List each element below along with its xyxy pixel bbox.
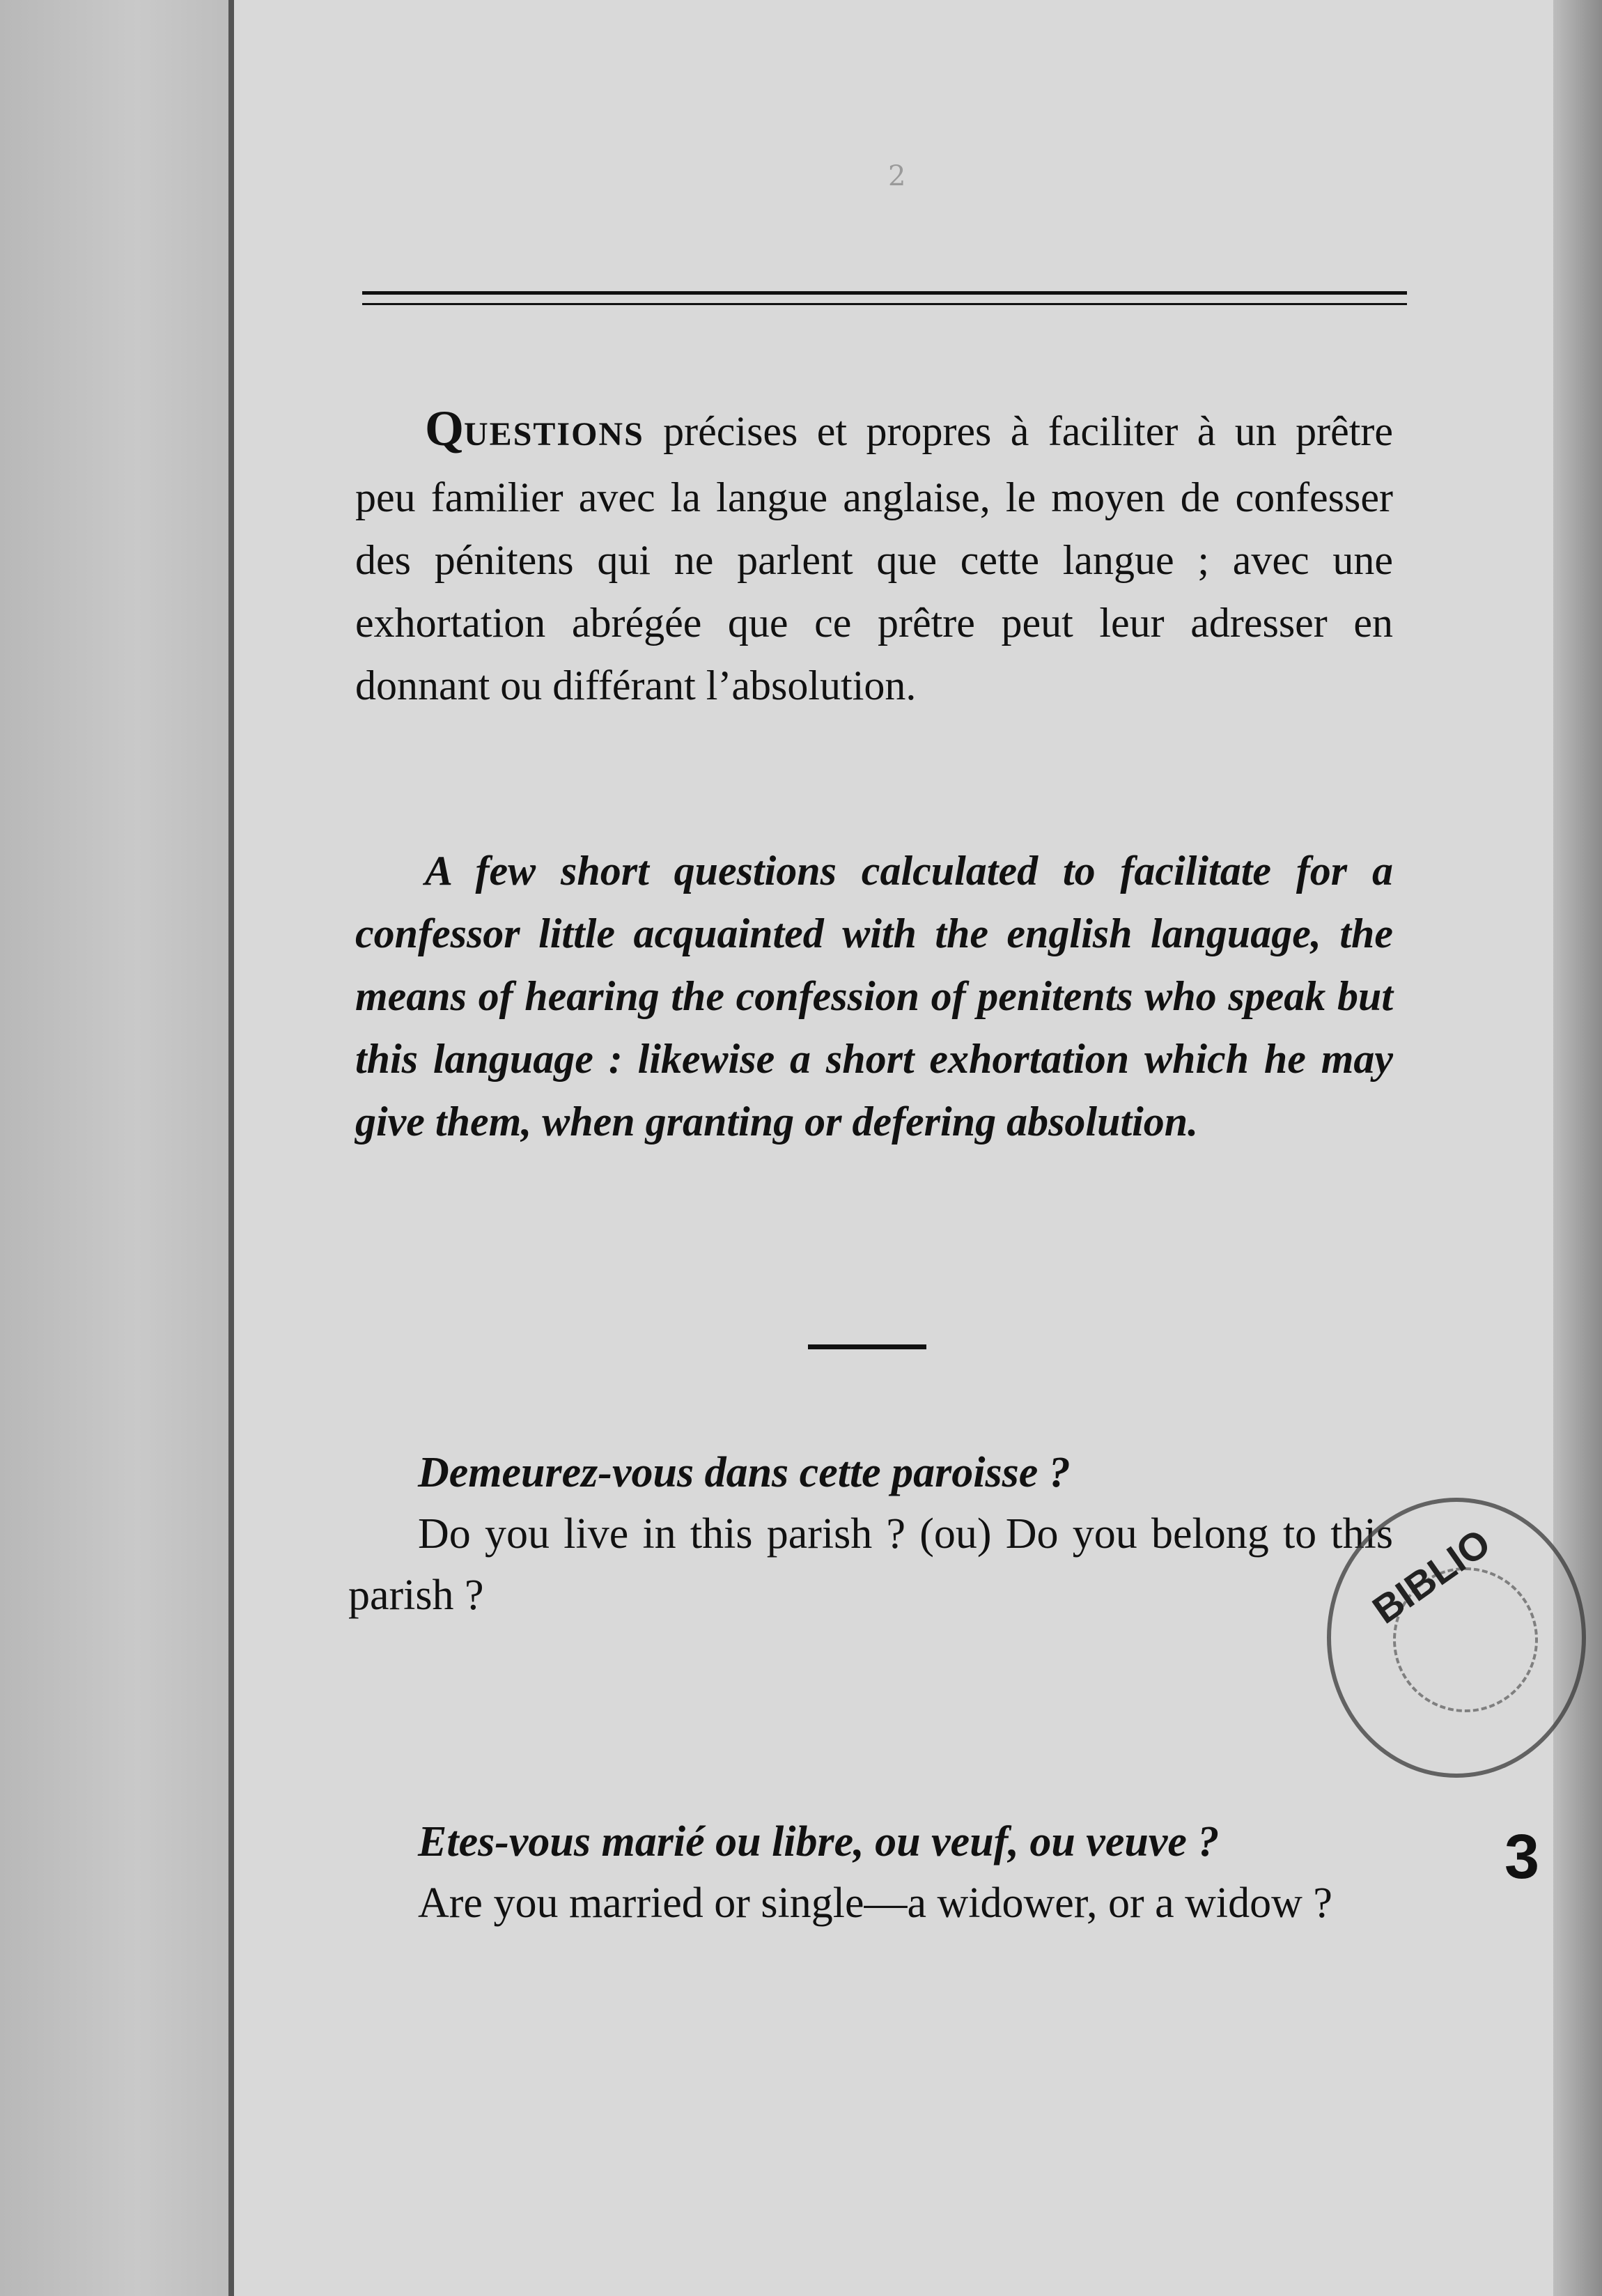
question-2-english: Are you married or single—a widower, or a widow ? [418, 1879, 1332, 1927]
intro-french-paragraph [355, 397, 1393, 717]
question-1-english: Do you live in this parish ? (ou) Do you belong to this parish ? [348, 1510, 1393, 1619]
header-double-rule [362, 291, 1407, 305]
question-2 [348, 1811, 1393, 1934]
intro-smallcaps-initial: Q [425, 401, 465, 456]
section-divider [808, 1344, 926, 1349]
intro-english-paragraph [355, 839, 1393, 1153]
book-spine-line [228, 0, 234, 2296]
intro-smallcaps-word: UESTIONS [464, 416, 644, 453]
question-2-french: Etes-vous marié ou libre, ou veuf, ou veuve ? [418, 1818, 1220, 1866]
page-number: 2 [888, 160, 906, 192]
intro-english-text: A few short questions calculated to facilitate for a confessor little acquainted with the english language, the means of hearing the confession of penitents who speak but this language : likewise a short exhortation which he may give them, when granting or defering absolution. [355, 848, 1393, 1145]
page-right-edge [1553, 0, 1602, 2296]
question-1 [348, 1442, 1393, 1626]
facing-page-edge [0, 0, 230, 2296]
edge-digit: 3 [1504, 1822, 1540, 1892]
question-1-french: Demeurez-vous dans cette paroisse ? [418, 1449, 1071, 1496]
library-stamp-text: BIBLIO [1364, 1520, 1498, 1632]
intro-french-text: précises et propres à faciliter à un prêtre peu familier avec la langue anglaise, le moyen de confesser des pénitens qui ne parlent que cette langue ; avec une exhortation abrégée que ce prêtre peut leur adresser en donnant ou différant l’absolution. [355, 408, 1393, 708]
